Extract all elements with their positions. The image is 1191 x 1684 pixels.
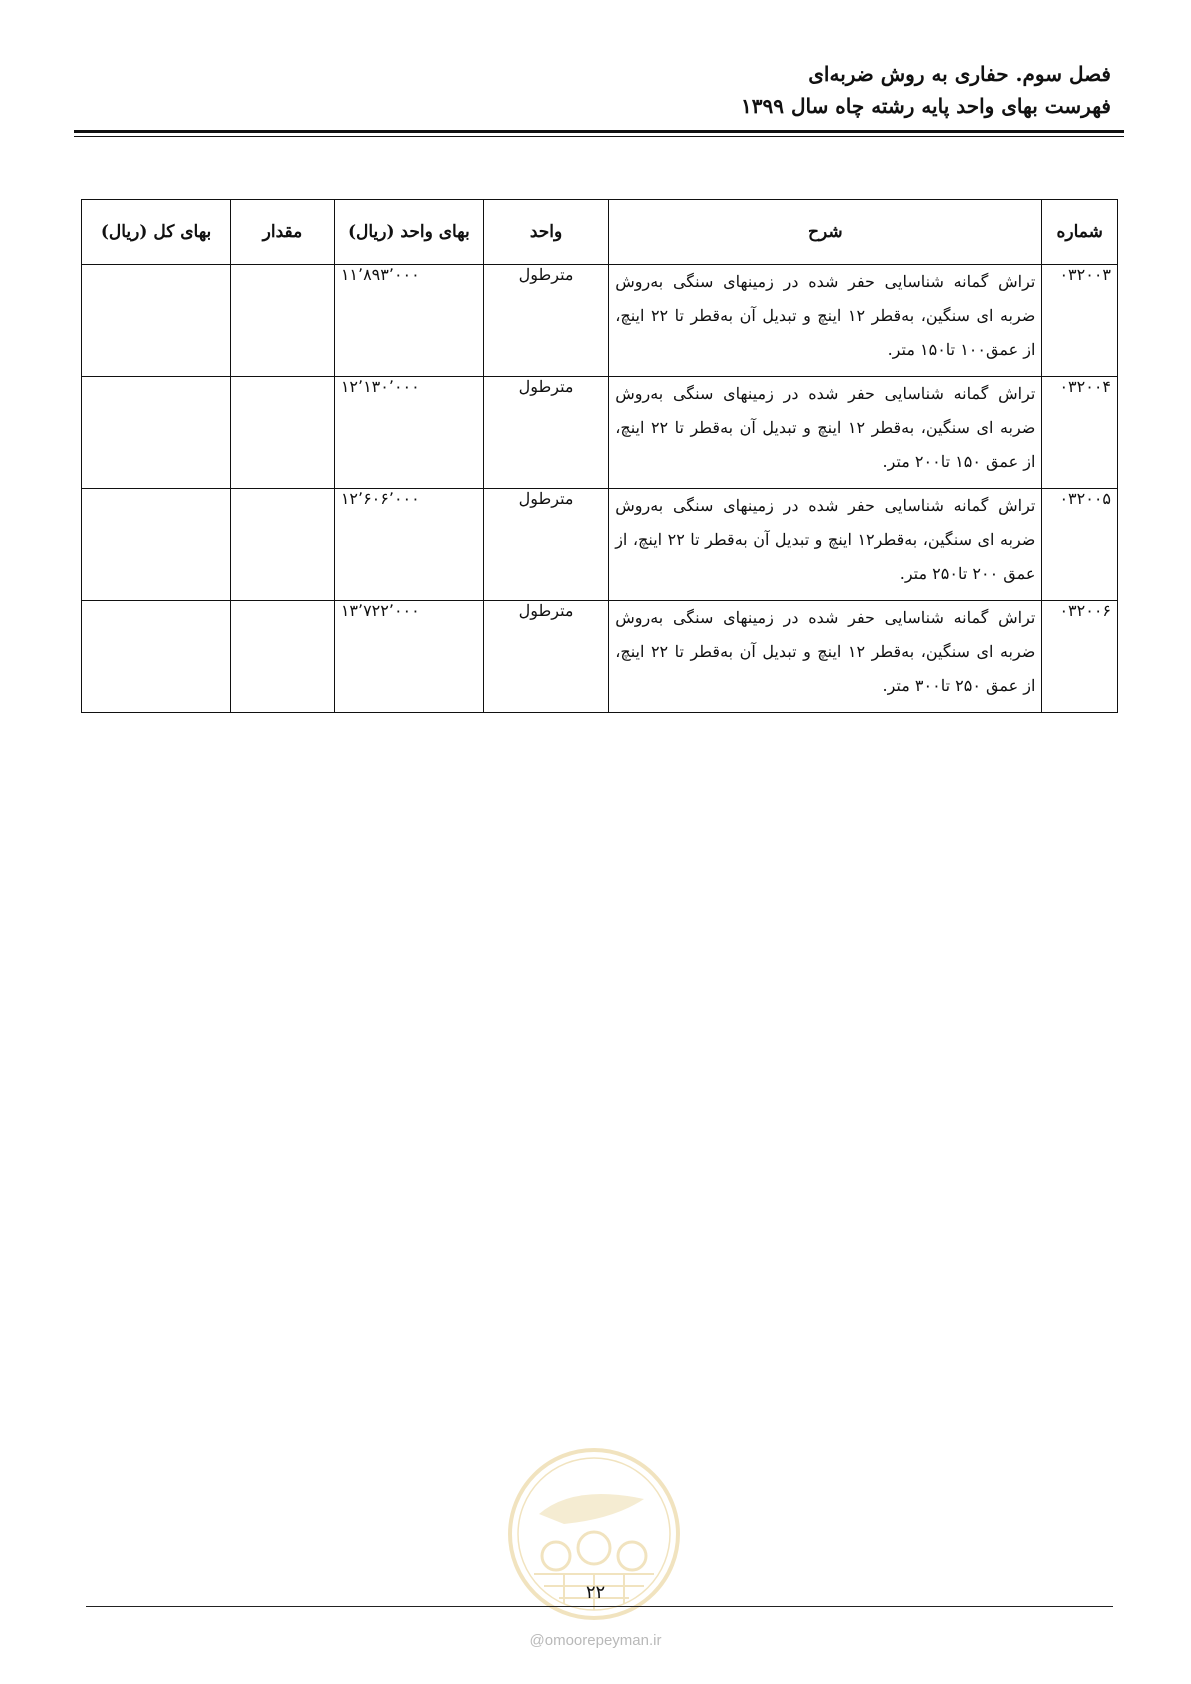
footer-rule — [86, 1606, 1113, 1607]
item-unit-price: ۱۲٬۶۰۶٬۰۰۰ — [334, 489, 483, 601]
header-rule-thick — [74, 130, 1124, 133]
item-code: ۰۳۲۰۰۶ — [1042, 601, 1118, 713]
item-unit: مترطول — [483, 489, 608, 601]
table-row — [82, 489, 1118, 601]
page-header — [74, 58, 1111, 122]
document-title: فهرست بهای واحد پایه رشته چاه سال ۱۳۹۹ — [741, 94, 1111, 118]
item-quantity — [231, 265, 335, 377]
col-unit-header: واحد — [483, 200, 608, 265]
item-code: ۰۳۲۰۰۴ — [1042, 377, 1118, 489]
header-rule-thin — [74, 136, 1124, 137]
item-unit: مترطول — [483, 601, 608, 713]
table-row — [82, 601, 1118, 713]
table-header-row — [82, 200, 1118, 265]
item-quantity — [231, 377, 335, 489]
item-unit-price: ۱۱٬۸۹۳٬۰۰۰ — [334, 265, 483, 377]
website-credit: @omoorepeyman.ir — [529, 1632, 662, 1649]
item-description: تراش گمانه شناسایی حفر شده در زمینهای سنگی به‌روش ضربه ای سنگین، به‌قطر۱۲ اینچ و تبدیل آن به‌قطر تا ۲۲ اینچ، از عمق ۲۰۰ تا۲۵۰ متر. — [609, 489, 1042, 601]
col-description-header: شرح — [609, 200, 1042, 265]
page-number: ۲۲ — [585, 1582, 606, 1603]
item-unit-price: ۱۲٬۱۳۰٬۰۰۰ — [334, 377, 483, 489]
col-quantity-header: مقدار — [231, 200, 335, 265]
item-unit: مترطول — [483, 265, 608, 377]
item-unit-price: ۱۳٬۷۲۲٬۰۰۰ — [334, 601, 483, 713]
item-description: تراش گمانه شناسایی حفر شده در زمینهای سنگی به‌روش ضربه ای سنگین، به‌قطر ۱۲ اینچ و تبدیل آن به‌قطر تا ۲۲ اینچ، از عمق ۱۵۰ تا۲۰۰ متر. — [609, 377, 1042, 489]
item-description: تراش گمانه شناسایی حفر شده در زمینهای سنگی به‌روش ضربه ای سنگین، به‌قطر ۱۲ اینچ و تبدیل آن به‌قطر تا ۲۲ اینچ، از عمق۱۰۰ تا۱۵۰ متر. — [609, 265, 1042, 377]
item-unit: مترطول — [483, 377, 608, 489]
item-total — [82, 265, 231, 377]
table-row — [82, 377, 1118, 489]
item-description: تراش گمانه شناسایی حفر شده در زمینهای سنگی به‌روش ضربه ای سنگین، به‌قطر ۱۲ اینچ و تبدیل آن به‌قطر تا ۲۲ اینچ، از عمق ۲۵۰ تا۳۰۰ متر. — [609, 601, 1042, 713]
col-number-header: شماره — [1042, 200, 1118, 265]
table-row — [82, 265, 1118, 377]
item-quantity — [231, 489, 335, 601]
col-unit-price-header: بهای واحد (ریال) — [334, 200, 483, 265]
item-total — [82, 489, 231, 601]
item-total — [82, 601, 231, 713]
item-quantity — [231, 601, 335, 713]
col-total-header: بهای کل (ریال) — [82, 200, 231, 265]
price-table — [81, 199, 1118, 713]
item-code: ۰۳۲۰۰۳ — [1042, 265, 1118, 377]
item-code: ۰۳۲۰۰۵ — [1042, 489, 1118, 601]
item-total — [82, 377, 231, 489]
chapter-title: فصل سوم. حفاری به روش ضربه‌ای — [808, 62, 1111, 86]
